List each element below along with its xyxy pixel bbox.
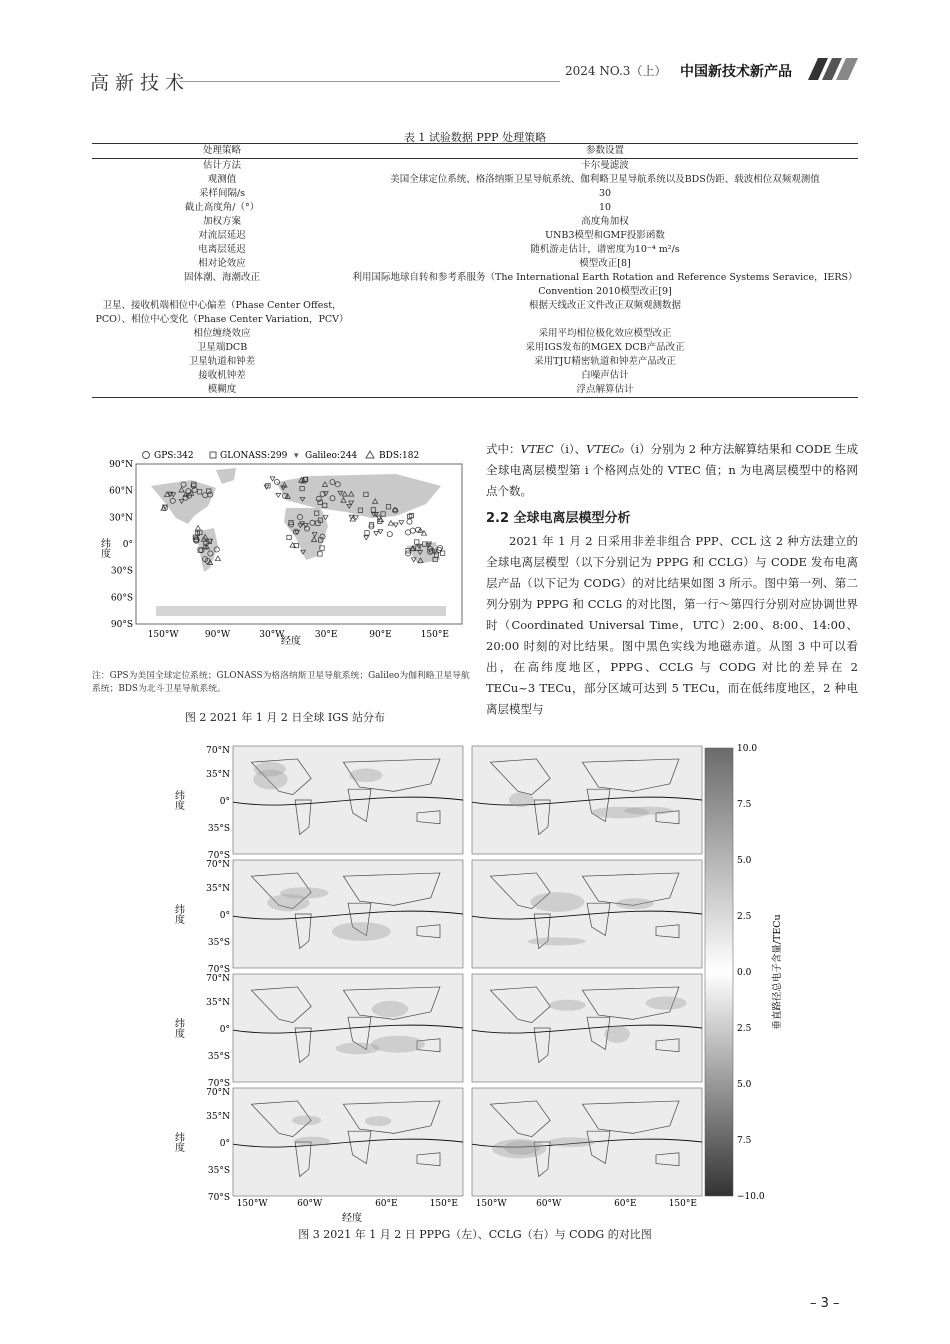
fig3-ylabel: 纬度: [172, 904, 184, 924]
table-row: [92, 383, 858, 398]
table-cell-param: 根据天线改正文件改正双频观测数据: [528, 300, 681, 311]
table-cell-param: 采用平均相位极化效应模型改正: [538, 328, 672, 339]
legend-galileo: Galileo:244: [305, 451, 358, 461]
table-cell-strategy: 模糊度: [92, 383, 352, 398]
colorbar-tick: 5.0: [737, 1080, 752, 1090]
table-row: [92, 327, 858, 341]
colorbar-tick: 0.0: [737, 968, 752, 978]
body-text-right: [486, 439, 858, 720]
colorbar-tick: 2.5: [737, 1024, 752, 1034]
fig3-xtick: 150°E: [429, 1199, 458, 1209]
colorbar-label: 垂直路径总电子含量/TECu: [772, 914, 783, 1030]
table-cell-param: 随机游走估计，谱密度为10⁻⁴ m²/s: [530, 244, 680, 255]
fig2-xtick: 30°E: [314, 630, 338, 640]
fig2-ytick: 90°S: [110, 620, 133, 630]
fig3-ytick: 70°S: [207, 965, 230, 975]
fig3-ylabel: 纬度: [172, 790, 184, 810]
fig3-xtick: 60°W: [536, 1199, 562, 1209]
igs-station-map: [96, 446, 476, 646]
colorbar-tick: 7.5: [737, 800, 752, 810]
table-cell-strategy: 接收机钟差: [198, 370, 246, 381]
section-heading: 2.2 全球电离层模型分析: [486, 511, 631, 526]
tec-panel: [472, 1088, 702, 1196]
table-cell-strategy: 卫星轨道和钟差: [188, 356, 256, 367]
colorbar-ticks: [737, 744, 765, 1202]
fig3-ylabel: 纬度: [172, 1132, 184, 1152]
table-row: [92, 187, 858, 201]
table-cell-strategy: 卫星端DCB: [196, 342, 248, 353]
table-cell-param: 10: [598, 202, 612, 213]
fig3-xlabel: 经度: [342, 1213, 362, 1224]
fig3-ytick: 35°S: [207, 938, 230, 948]
header-rule: [180, 81, 560, 82]
table-caption: 表 1 试验数据 PPP 处理策略: [403, 131, 547, 144]
table-row: [92, 355, 858, 369]
header-issue: 2024 NO.3（上）: [565, 64, 667, 78]
table-cell-param: UNB3模型和GMF投影函数: [545, 230, 665, 241]
tec-panel: [472, 746, 702, 854]
table-row: [92, 369, 858, 383]
header-section: 高新技术: [90, 72, 191, 94]
strategy-table: [92, 143, 858, 398]
table-cell-param: 采用IGS发布的MGEX DCB产品改正: [525, 342, 685, 353]
fig2-ytick: 60°N: [109, 486, 133, 497]
fig2-ytick: 90°N: [109, 460, 133, 470]
tec-panel: [233, 746, 463, 854]
fig3-xtick: 60°E: [375, 1199, 398, 1209]
fig3-ytick: 35°N: [206, 770, 230, 780]
fig3-ytick: 70°N: [206, 1088, 230, 1098]
table-header-strategy: 处理策略: [92, 144, 352, 159]
fig3-xtick: 150°W: [236, 1199, 268, 1209]
tec-panel: [233, 860, 463, 968]
table-cell-strategy: 对流层延迟: [198, 230, 246, 241]
table-cell-param: 美国全球定位系统、格洛纳斯卫星导航系统、伽利略卫星导航系统以及BDS伪距、载波相位双频观测值: [390, 174, 820, 185]
table-cell-strategy: 加权方案: [202, 216, 241, 227]
fig3-ytick: 35°N: [206, 1112, 230, 1122]
fig2-xtick: 90°W: [204, 630, 231, 640]
fig3-ylabel: 纬度: [172, 1018, 184, 1038]
fig3-xtick: 150°E: [668, 1199, 697, 1209]
fig2-ytick: 30°S: [110, 566, 133, 577]
fig3-ytick: 35°N: [206, 884, 230, 894]
table-cell-param: 浮点解算估计: [352, 383, 858, 398]
fig3-ytick: 35°S: [207, 1052, 230, 1062]
colorbar-tick: 7.5: [737, 1136, 752, 1146]
fig3-ytick: 70°S: [207, 1193, 230, 1203]
legend-gps: GPS:342: [154, 451, 194, 461]
fig3-ytick: 70°N: [206, 974, 230, 984]
header-journal: 中国新技术新产品: [680, 64, 792, 80]
table-cell-strategy: 相位缠绕效应: [193, 328, 251, 339]
tec-panel: [472, 974, 702, 1082]
paragraph-ionosphere: 2021 年 1 月 2 日采用非差非组合 PPP、CCL 这 2 种方法建立的全球电离层模型（以下分别记为 PPPG 和 CCLG）与 CODE 发布电离层产品（以下记为 CODG）的对比结果如图 3 所示。图中第一列、第二列分别为 PPPG 和 CCLG 的对比图，第一行～第四行分别对应协调世界时（Coordinated Universal Time，UTC）2:00、8:00、14:00、20:00 时刻的对比结果。图中黑色实线为地磁赤道。从图 3 中可以看出，在高纬度地区，PPPG、CCLG 与 CODG 对比的差异在 2 TECu~3 TECu，部分区域可达到 5 TECu，而在低纬度地区，2 种电离层模型与: [486, 534, 858, 716]
fig2-ytick: 0°: [122, 540, 133, 550]
table-row: [92, 271, 858, 299]
tec-comparison-figure: [160, 740, 800, 1225]
fig3-ytick: 70°N: [206, 860, 230, 870]
table-header-row: [92, 144, 858, 159]
table-cell-param: 白噪声估计: [581, 370, 629, 381]
fig2-yticks: [109, 460, 133, 630]
fig3-caption: 图 3 2021 年 1 月 2 日 PPPG（左）、CCLG（右）与 CODG 的对比图: [298, 1228, 652, 1241]
table-cell-param: 高度角加权: [581, 216, 629, 227]
table-row: [92, 299, 858, 327]
fig3-ytick: 70°S: [207, 851, 230, 861]
fig3-ytick: 0°: [219, 1025, 230, 1035]
table-cell-strategy: 截止高度角/（°）: [184, 202, 260, 213]
fig3-ytick: 0°: [219, 1139, 230, 1149]
legend-bds: BDS:182: [379, 451, 420, 461]
table-cell-strategy: 卫星、接收机端相位中心偏差（Phase Center Offest，PCO）、相位中心变化（Phase Center Variation，PCV）: [95, 300, 349, 325]
table-cell-param: 利用国际地球自转和参考系服务（The International Earth Rotation and Reference Systems Seravice，IERS）Convention 2010模型改正[9]: [352, 272, 858, 297]
table-cell-param: 模型改正[8]: [579, 258, 631, 269]
table-row: [92, 257, 858, 271]
table-cell-param: 30: [598, 188, 612, 199]
paragraph-formula-explain: 式中：VTEC（i）、VTEC₀（i）分别为 2 种方法解算结果和 CODE 生成全球电离层模型第 i 个格网点处的 VTEC 值；n 为电离层模型中的格网点个数。: [486, 442, 858, 498]
fig3-ytick: 35°S: [207, 1166, 230, 1176]
table-row: [92, 215, 858, 229]
fig3-ytick: 0°: [219, 797, 230, 807]
table-header-params: 参数设置: [352, 144, 858, 159]
table-row: [92, 201, 858, 215]
table-cell-param: 卡尔曼滤波: [581, 160, 629, 171]
fig2-ytick: 30°N: [109, 513, 133, 524]
table-row: [92, 243, 858, 257]
tec-panel: [233, 974, 463, 1082]
colorbar-tick: −10.0: [737, 1192, 765, 1202]
colorbar-tick: 2.5: [737, 912, 752, 922]
fig2-ylabel: 纬度: [98, 538, 110, 558]
svg-text:▾: ▾: [294, 451, 299, 461]
fig2-legend: [143, 451, 420, 461]
table-row: [92, 159, 858, 174]
fig2-xtick: 30°W: [259, 630, 285, 640]
table-cell-param: 采用TJU精密轨道和钟差产品改正: [534, 356, 676, 367]
colorbar-tick: 5.0: [737, 856, 752, 866]
page-number: – 3 –: [810, 1296, 840, 1311]
fig2-ytick: 60°S: [110, 593, 133, 604]
legend-glonass: GLONASS:299: [220, 451, 288, 461]
fig2-xtick: 90°E: [369, 630, 392, 640]
table-row: [92, 229, 858, 243]
fig3-xtick: 150°W: [475, 1199, 507, 1209]
fig2-note: 注：GPS为美国全球定位系统；GLONASS为格洛纳斯卫星导航系统；Galileo为伽利略卫星导航系统；BDS为北斗卫星导航系统。: [92, 671, 470, 694]
table-cell-strategy: 估计方法: [202, 160, 241, 171]
table-row: [92, 173, 858, 187]
colorbar-tick: 10.0: [737, 744, 758, 754]
fig3-ytick: 0°: [219, 911, 230, 921]
table-row: [92, 341, 858, 355]
fig3-ytick: 70°N: [206, 746, 230, 756]
fig2-xtick: 150°W: [147, 630, 179, 640]
fig3-ytick: 35°N: [206, 998, 230, 1008]
table-cell-strategy: 观测值: [207, 174, 237, 185]
table-cell-strategy: 相对论效应: [198, 258, 246, 269]
fig3-xtick: 60°E: [614, 1199, 637, 1209]
tec-panel: [233, 1088, 463, 1196]
table-cell-strategy: 固体潮、海潮改正: [183, 272, 260, 283]
tec-panel: [472, 860, 702, 968]
table-cell-strategy: 采样间隔/s: [198, 188, 246, 199]
fig2-xtick: 150°E: [420, 630, 449, 640]
fig2-caption: 图 2 2021 年 1 月 2 日全球 IGS 站分布: [184, 711, 386, 724]
fig3-ytick: 70°S: [207, 1079, 230, 1089]
fig3-xtick: 60°W: [297, 1199, 323, 1209]
colorbar: [705, 748, 733, 1196]
fig2-xlabel: 经度: [281, 636, 301, 646]
table-cell-strategy: 电离层延迟: [198, 244, 246, 255]
journal-logo-icon: [808, 58, 858, 82]
fig3-ytick: 35°S: [207, 824, 230, 834]
